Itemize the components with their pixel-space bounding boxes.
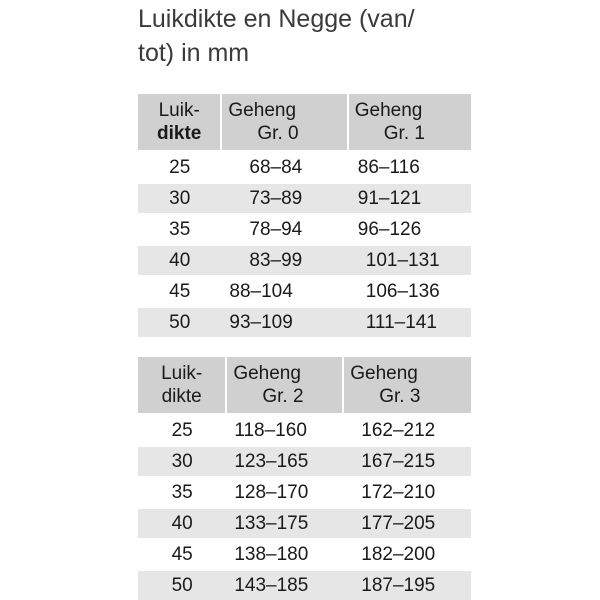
hinge-table-gr0-gr1 <box>138 94 471 337</box>
header-door-thickness: Luik- dikte <box>138 357 226 415</box>
title-line-1: Luikdikte en Negge (van/ <box>138 5 415 33</box>
header-hinge-gr0: Geheng Gr. 0 <box>221 94 347 152</box>
table-row: 30 123–165 167–215 <box>138 446 471 477</box>
title-line-2: tot) in mm <box>138 39 250 67</box>
table-row: 25 118–160 162–212 <box>138 415 471 447</box>
table-row: 25 68–84 86–116 <box>138 152 471 184</box>
table-row: 35 78–94 96–126 <box>138 214 471 245</box>
table-header-row <box>138 357 471 415</box>
table-row: 50 93–109 111–141 <box>138 307 471 337</box>
header-hinge-gr3: Geheng Gr. 3 <box>343 357 471 415</box>
table-row: 35 128–170 172–210 <box>138 477 471 508</box>
header-hinge-gr2: Geheng Gr. 2 <box>226 357 343 415</box>
table-header-row <box>138 94 471 152</box>
page-title <box>138 2 498 70</box>
table-row: 50 143–185 187–195 <box>138 570 471 600</box>
hinge-table-gr2-gr3 <box>138 357 471 600</box>
table-row: 40 83–99 101–131 <box>138 245 471 276</box>
table-row: 40 133–175 177–205 <box>138 508 471 539</box>
table-row: 45 88–104 106–136 <box>138 276 471 307</box>
header-door-thickness: Luik- dikte <box>138 94 221 152</box>
table-row: 30 73–89 91–121 <box>138 183 471 214</box>
table-row: 45 138–180 182–200 <box>138 539 471 570</box>
header-hinge-gr1: Geheng Gr. 1 <box>348 94 471 152</box>
